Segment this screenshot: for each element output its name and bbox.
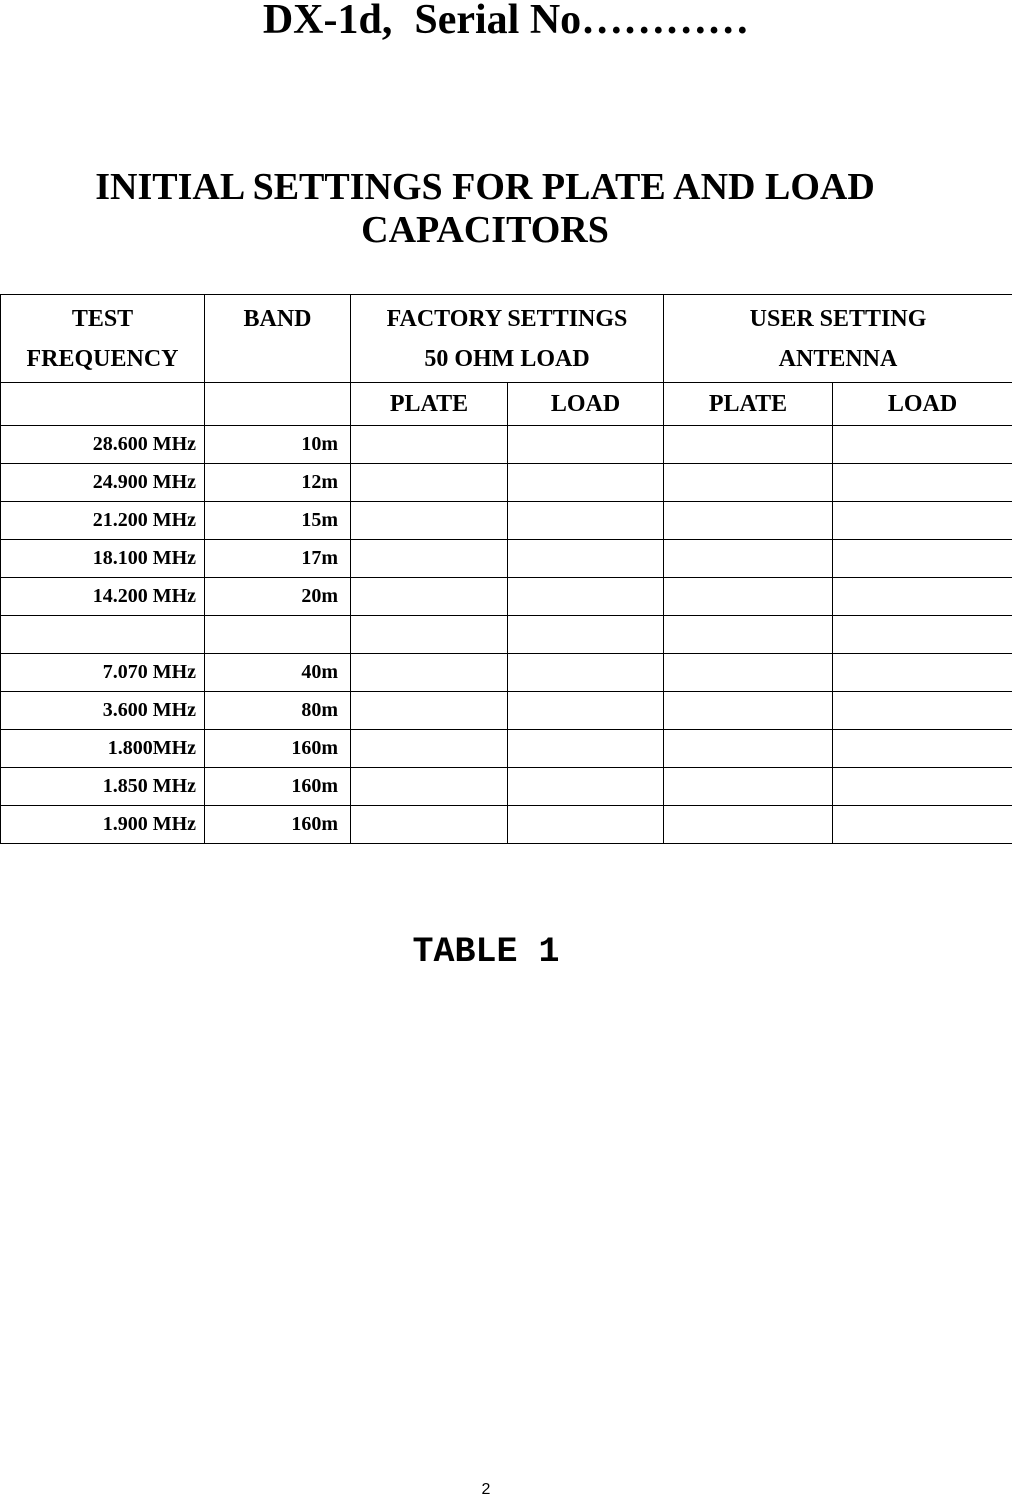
factory-load-cell[interactable] [508,806,664,844]
user-load-cell[interactable] [833,768,1012,806]
user-plate-cell[interactable] [664,426,833,464]
band-cell: 160m [205,806,351,844]
table-row [1,502,1012,540]
user-load-cell[interactable] [833,578,1012,616]
factory-plate-cell[interactable] [351,806,508,844]
header-frequency-label: FREQUENCY [1,339,204,379]
user-load-cell[interactable] [833,616,1012,654]
document-title [0,0,1012,40]
header-50-ohm-label: 50 OHM LOAD [351,339,663,379]
test-frequency-cell: 28.600 MHz [1,426,205,464]
header-user-setting [664,295,1012,383]
table-row [1,426,1012,464]
user-plate-cell[interactable] [664,692,833,730]
header-factory-label: FACTORY SETTINGS [351,299,663,339]
user-load-cell[interactable] [833,692,1012,730]
test-frequency-cell: 14.200 MHz [1,578,205,616]
user-plate-cell[interactable] [664,616,833,654]
factory-load-cell[interactable] [508,426,664,464]
table-row [1,654,1012,692]
test-frequency-cell [1,616,205,654]
factory-plate-cell[interactable] [351,616,508,654]
header-factory-settings [351,295,664,383]
factory-load-cell[interactable] [508,578,664,616]
test-frequency-cell: 24.900 MHz [1,464,205,502]
band-cell: 160m [205,768,351,806]
factory-plate-cell[interactable] [351,464,508,502]
band-cell: 80m [205,692,351,730]
test-frequency-cell: 21.200 MHz [1,502,205,540]
table-caption: TABLE 1 [0,932,972,972]
factory-plate-cell[interactable] [351,578,508,616]
user-plate-cell[interactable] [664,730,833,768]
band-cell: 12m [205,464,351,502]
factory-load-cell[interactable] [508,692,664,730]
serial-number-field: Serial No………… [414,0,749,43]
factory-plate-cell[interactable] [351,654,508,692]
header-factory-load: LOAD [508,383,664,426]
heading-line-2: CAPACITORS [0,209,970,252]
table-row [1,578,1012,616]
band-cell: 160m [205,730,351,768]
user-plate-cell[interactable] [664,654,833,692]
table-row [1,616,1012,654]
factory-load-cell[interactable] [508,730,664,768]
user-load-cell[interactable] [833,806,1012,844]
page-number: 2 [0,1481,972,1499]
user-plate-cell[interactable] [664,578,833,616]
band-cell: 20m [205,578,351,616]
user-plate-cell[interactable] [664,540,833,578]
user-plate-cell[interactable] [664,768,833,806]
factory-plate-cell[interactable] [351,502,508,540]
band-cell: 10m [205,426,351,464]
test-frequency-cell: 1.850 MHz [1,768,205,806]
factory-load-cell[interactable] [508,540,664,578]
user-plate-cell[interactable] [664,502,833,540]
test-frequency-cell: 3.600 MHz [1,692,205,730]
section-heading [0,166,970,252]
header-row-1 [1,295,1012,383]
user-load-cell[interactable] [833,540,1012,578]
band-cell: 15m [205,502,351,540]
user-load-cell[interactable] [833,502,1012,540]
header-empty-cell [1,383,205,426]
test-frequency-cell: 1.900 MHz [1,806,205,844]
user-plate-cell[interactable] [664,806,833,844]
test-frequency-cell: 18.100 MHz [1,540,205,578]
header-band: BAND [205,295,351,383]
factory-load-cell[interactable] [508,616,664,654]
header-test-label: TEST [1,299,204,339]
table-row [1,768,1012,806]
header-antenna-label: ANTENNA [664,339,1012,379]
user-load-cell[interactable] [833,730,1012,768]
header-user-plate: PLATE [664,383,833,426]
header-row-2 [1,383,1012,426]
user-load-cell[interactable] [833,426,1012,464]
model-name: DX-1d, [263,0,393,43]
test-frequency-cell: 1.800MHz [1,730,205,768]
band-cell [205,616,351,654]
header-user-label: USER SETTING [664,299,1012,339]
table-row [1,540,1012,578]
factory-plate-cell[interactable] [351,692,508,730]
factory-plate-cell[interactable] [351,426,508,464]
factory-load-cell[interactable] [508,654,664,692]
header-empty-cell [205,383,351,426]
factory-load-cell[interactable] [508,502,664,540]
factory-plate-cell[interactable] [351,730,508,768]
factory-load-cell[interactable] [508,464,664,502]
band-cell: 17m [205,540,351,578]
settings-table [0,294,1012,844]
heading-line-1: INITIAL SETTINGS FOR PLATE AND LOAD [0,166,970,209]
table-row [1,692,1012,730]
header-user-load: LOAD [833,383,1012,426]
header-test-frequency [1,295,205,383]
table-row [1,464,1012,502]
factory-load-cell[interactable] [508,768,664,806]
header-factory-plate: PLATE [351,383,508,426]
table-row [1,806,1012,844]
user-load-cell[interactable] [833,464,1012,502]
factory-plate-cell[interactable] [351,768,508,806]
test-frequency-cell: 7.070 MHz [1,654,205,692]
factory-plate-cell[interactable] [351,540,508,578]
table-row [1,730,1012,768]
user-plate-cell[interactable] [664,464,833,502]
user-load-cell[interactable] [833,654,1012,692]
band-cell: 40m [205,654,351,692]
